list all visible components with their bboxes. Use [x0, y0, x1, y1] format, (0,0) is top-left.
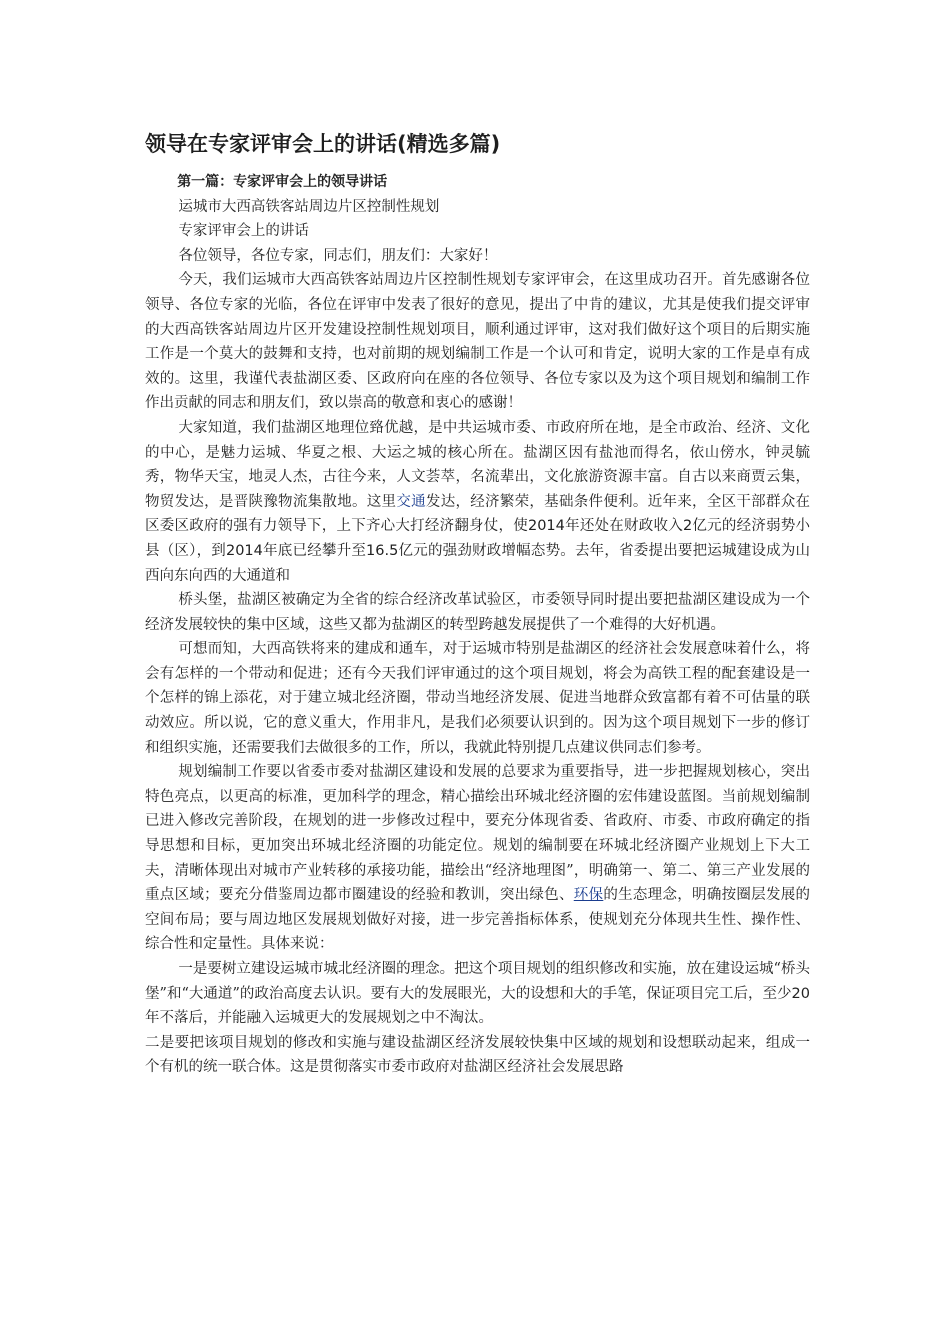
- paragraph-2-text-b: 发达，经济繁荣，基础条件便利。近年来，全区干部群众在区委区政府的强有力领导下，上下齐心大打经济翻身仗，使: [145, 493, 811, 535]
- document-title: 领导在专家评审会上的讲话(精选多篇): [145, 132, 501, 156]
- paragraph-2: [145, 416, 810, 588]
- paragraph-5-text-a: 规划编制工作要以省委市委对盐湖区建设和发展的总要求为重要指导，进一步把握规划核心，突出特色亮点，以更高的标准，更加科学的理念，精心描绘出环城北经济圈的宏伟建设蓝图。当前规划编制已进入修改完善阶段，在规划的进一步修改过程中，要充分体现省委、省政府、市委、市政府确定的指导思想和目标，更加突出环城北经济圈的功能定位。规划的编制要在环城北经济圈产业规划上下大工夫，清晰体现出对城市产业转移的承接功能，描绘出“经济地理图”，明确第一、第二、第三产业发展的重点区域；要充分借鉴周边都市圈建设的经验和教训，突出绿色、: [145, 764, 810, 904]
- paragraph-6: [145, 957, 810, 1031]
- paragraph-6-text-b: 年不落后，并能融入运城更大的发展规划之中不淘汰。: [145, 1010, 493, 1027]
- revenue-number-2: 16.5: [366, 542, 399, 559]
- paragraph-3: 桥头堡，盐湖区被确定为全省的综合经济改革试验区，市委领导同时提出要把盐湖区建设成为一个经济发展较快的集中区域，这些又都为盐湖区的转型跨越发展提供了一个难得的大好机遇。: [145, 592, 810, 633]
- subtitle-line-1: 运城市大西高铁客站周边片区控制性规划: [178, 198, 440, 215]
- link-transportation[interactable]: 交通: [396, 493, 426, 510]
- paragraph-2-text-a: 大家知道，我们盐湖区地理位臵优越，是中共运城市委、市政府所在地，是全市政治、经济、文化的中心，是魅力运城、华夏之根、大运之城的核心所在。盐湖区因有盐池而得名，依山傍水，钟灵毓秀，物华天宝，地灵人杰，古往今来，人文荟萃，名流辈出，文化旅游资源丰富。自古以来商贾云集，物贸发达，是晋陕豫物流集散地。这里: [145, 419, 810, 510]
- paragraph-1: 今天，我们运城市大西高铁客站周边片区控制性规划专家评审会，在这里成功召开。首先感谢各位领导、各位专家的光临，各位在评审中发表了很好的意见，提出了中肯的建议，尤其是使我们提交评审的大西高铁客站周边片区开发建设控制性规划项目，顺利通过评审，这对我们做好这个项目的后期实施工作是一个莫大的鼓舞和支持，也对前期的规划编制工作是一个认可和肯定，说明大家的工作是卓有成效的。这里，我谨代表盐湖区委、区政府向在座的各位领导、各位专家以及为这个项目规划和编制工作作出贡献的同志和朋友们，致以崇高的敬意和衷心的感谢！: [145, 272, 810, 412]
- paragraph-2-text-f: 亿元的强劲财政增幅态势。去年，省委提出要把运城建设成为山西向东向西的大通道和: [145, 542, 811, 584]
- paragraph-6-text-a: 一是要树立建设运城市城北经济圈的理念。把这个项目规划的组织修改和实施，放在建设运城“桥头堡”和“大通道”的政治高度去认识。要有大的发展眼光，大的设想和大的手笔，保证项目完工后，至少: [145, 961, 810, 1002]
- paragraph-4: 可想而知，大西高铁将来的建成和通车，对于运城市特别是盐湖区的经济社会发展意味着什么，将会有怎样的一个带动和促进；还有今天我们评审通过的这个项目规划，将会为高铁工程的配套建设是一个怎样的锦上添花，对于建立城北经济圈，带动当地经济发展、促进当地群众致富都有着不可估量的联动效应。所以说，它的意义重大，作用非凡，是我们必须要认识到的。因为这个项目规划下一步的修订和组织实施，还需要我们去做很多的工作，所以，我就此特别提几点建议供同志们参考。: [145, 641, 810, 756]
- paragraph-2-text-c: 年还处在财政收入: [564, 518, 683, 535]
- section-heading: 第一篇：专家评审会上的领导讲话: [177, 174, 388, 190]
- year-number: 2014: [527, 518, 565, 535]
- document-page: [145, 130, 810, 1080]
- paragraph-2-text-d: 亿元的经济弱势小县（区），到: [145, 518, 811, 559]
- paragraph-5: [145, 760, 810, 957]
- paragraph-5-text-b: 的生态理念，明确按圈层发展的空间布局；要与周边地区发展规划做好对接，进一步完善指标体系，使规划充分体现共生性、操作性、综合性和定量性。具体来说：: [145, 887, 811, 953]
- paragraph-7: 二是要把该项目规划的修改和实施与建设盐湖区经济发展较快集中区域的规划和设想联动起来，组成一个有机的统一联合体。这是贯彻落实市委市政府对盐湖区经济社会发展思路: [145, 1034, 810, 1076]
- greeting-paragraph: 各位领导，各位专家，同志们，朋友们：大家好！: [178, 247, 498, 264]
- years-number: 20: [791, 985, 810, 1002]
- revenue-number: 2: [682, 518, 693, 535]
- subtitle-line-2: 专家评审会上的讲话: [178, 223, 309, 240]
- link-environmental[interactable]: 环保: [573, 887, 604, 904]
- paragraph-2-text-e: 年底已经攀升至: [262, 542, 367, 559]
- year-number-2: 2014: [225, 542, 263, 559]
